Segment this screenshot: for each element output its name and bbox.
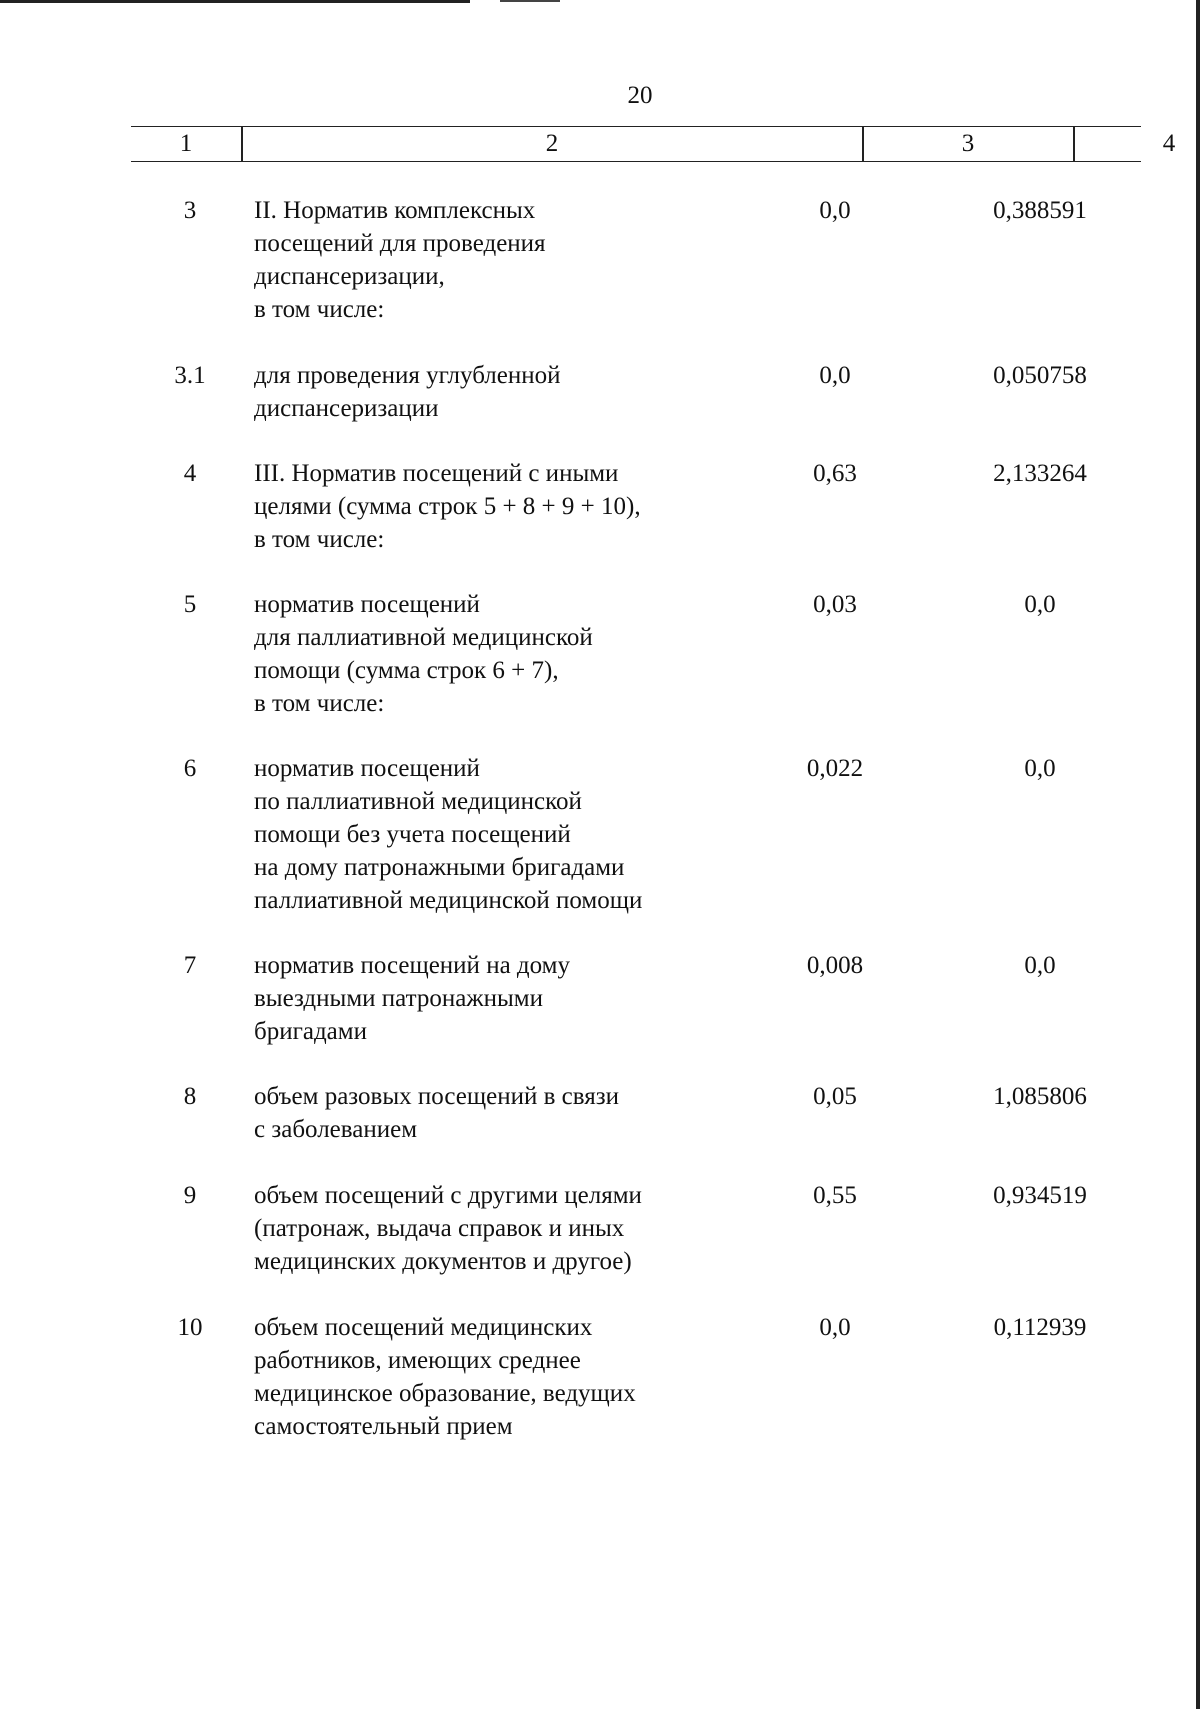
row-value-col4: 0,0: [1024, 952, 1056, 979]
row-description: норматив посещений на дому выездными патронажными бригадами: [254, 952, 570, 1045]
row-value-col4: 1,085806: [993, 1083, 1087, 1110]
row-number: 10: [177, 1314, 203, 1341]
scan-edge: [1196, 0, 1200, 1709]
row-value-col4: 0,388591: [993, 197, 1087, 224]
column-header-1: 1: [179, 130, 193, 157]
row-description: объем разовых посещений в связи с заболеванием: [254, 1083, 619, 1143]
row-value-col4: 0,934519: [993, 1182, 1087, 1209]
row-number: 3.1: [174, 362, 206, 389]
row-number: 6: [183, 755, 197, 782]
row-number: 9: [183, 1182, 197, 1209]
row-description: норматив посещений по паллиативной медицинской помощи без учета посещений на дому патронажными бригадами паллиативной медицинской помощи: [254, 755, 643, 914]
row-value-col4: 2,133264: [993, 460, 1087, 487]
row-value-col3: 0,0: [819, 1314, 851, 1341]
row-value-col3: 0,022: [806, 755, 864, 782]
row-value-col4: 0,0: [1024, 755, 1056, 782]
row-number: 4: [183, 460, 197, 487]
row-description: объем посещений медицинских работников, имеющих среднее медицинское образование, ведущих самостоятельный прием: [254, 1314, 636, 1440]
row-description: III. Норматив посещений с иными целями (сумма строк 5 + 8 + 9 + 10), в том числе:: [254, 460, 641, 553]
row-value-col4: 0,050758: [993, 362, 1087, 389]
row-description: норматив посещений для паллиативной медицинской помощи (сумма строк 6 + 7), в том числе:: [254, 591, 593, 717]
row-number: 7: [183, 952, 197, 979]
row-value-col3: 0,55: [813, 1182, 857, 1209]
row-description: для проведения углубленной диспансеризации: [254, 362, 561, 422]
row-value-col3: 0,0: [819, 362, 851, 389]
row-number: 5: [183, 591, 197, 618]
row-value-col3: 0,008: [806, 952, 864, 979]
table-header: [131, 126, 1176, 162]
scan-edge: [0, 0, 470, 3]
row-value-col3: 0,0: [819, 197, 851, 224]
row-value-col4: 0,112939: [993, 1314, 1087, 1341]
row-number: 3: [183, 197, 197, 224]
row-value-col4: 0,0: [1024, 591, 1056, 618]
row-value-col3: 0,05: [813, 1083, 857, 1110]
scan-edge: [500, 0, 560, 2]
row-value-col3: 0,03: [813, 591, 857, 618]
column-header-4: 4: [1162, 130, 1176, 157]
column-header-3: 3: [961, 130, 975, 157]
row-value-col3: 0,63: [813, 460, 857, 487]
row-description: II. Норматив комплексных посещений для проведения диспансеризации, в том числе:: [254, 197, 546, 323]
row-number: 8: [183, 1083, 197, 1110]
page-number: 20: [627, 82, 653, 109]
row-description: объем посещений с другими целями (патронаж, выдача справок и иных медицинских документов и другое): [254, 1182, 642, 1275]
column-header-2: 2: [545, 130, 559, 157]
